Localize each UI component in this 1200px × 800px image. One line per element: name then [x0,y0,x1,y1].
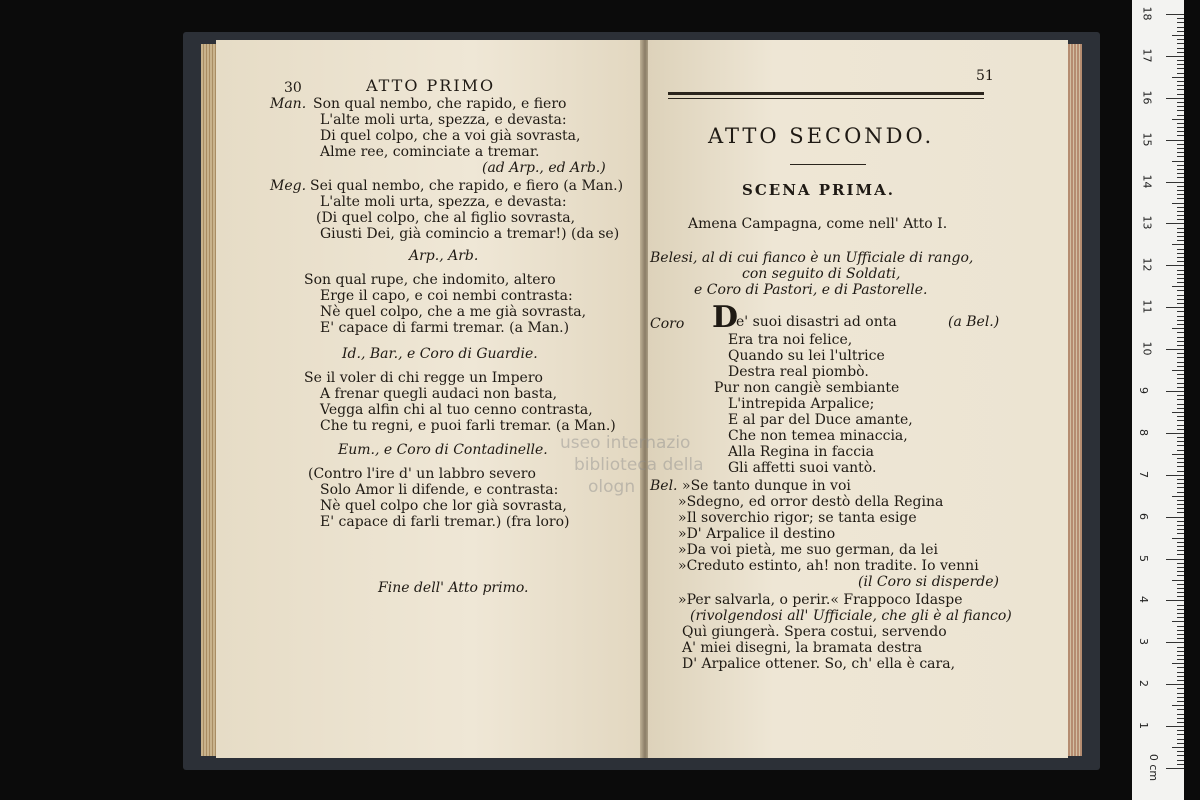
ruler-tick [1177,596,1184,597]
stage-direction: (ad Arp., ed Arb.) [482,160,606,176]
verse-line: (Contro l'ire d' un labbro severo [308,466,536,482]
ruler-tick [1177,211,1184,212]
verse-line: Destra real piombò. [728,364,869,380]
ruler-tick [1177,743,1184,744]
ruler-tick [1172,663,1184,664]
ruler-tick [1172,496,1184,497]
ruler-tick [1177,655,1184,656]
ruler-tick [1177,504,1184,505]
ruler-tick [1177,693,1184,694]
ruler-tick [1177,190,1184,191]
ruler-tick [1177,659,1184,660]
stage-direction: (rivolgendosi all' Ufficiale, che gli è al fianco) [690,608,1012,624]
ruler-tick [1177,127,1184,128]
ruler-number: 11 [1140,299,1154,314]
watermark-line: biblioteca della [574,455,704,475]
verse-line: Che non temea minaccia, [728,428,908,444]
verse-line: A frenar quegli audaci non basta, [320,386,558,402]
ruler-tick [1177,249,1184,250]
ruler-tick [1177,542,1184,543]
ruler-tick [1177,18,1184,19]
scene-setting: Amena Campagna, come nell' Atto I. [688,216,948,232]
ruler-tick [1177,135,1184,136]
verse-line: Quando su lei l'ultrice [728,348,885,364]
ruler-tick [1177,667,1184,668]
verse-line: »Da voi pietà, me suo german, da lei [678,542,939,558]
ruler-number: 3 [1137,638,1150,646]
ruler-number: 6 [1137,512,1150,520]
verse-line: L'intrepida Arpalice; [728,396,875,412]
speaker-label: Meg. [270,178,307,194]
verse-line: L'alte moli urta, spezza, e devasta: [320,112,567,128]
ruler-tick [1177,341,1184,342]
ruler-tick [1177,697,1184,698]
act-title: ATTO SECONDO. [708,124,935,148]
verse-line: Gli affetti suoi vantò. [728,460,877,476]
ruler-tick [1166,726,1184,727]
verse-line: E' capace di farli tremar.) (fra loro) [320,514,570,530]
ruler-tick [1177,198,1184,199]
ruler-number: 13 [1140,215,1154,230]
ruler-tick [1177,764,1184,765]
left-page [216,40,644,758]
page-edges-right [1068,44,1082,756]
ruler-tick [1177,605,1184,606]
ruler-number: 16 [1140,90,1154,105]
verse-line: Erge il capo, e coi nembi contrasta: [320,288,573,304]
right-page [648,40,1068,758]
ruler-tick [1166,600,1184,601]
verse-line: »Per salvarla, o perir.« Frappoco Idaspe [678,592,963,608]
verse-line: Alla Regina in faccia [728,444,874,460]
ruler-tick [1177,617,1184,618]
ruler-tick [1177,290,1184,291]
ruler-number: 1 [1137,722,1150,730]
ruler-tick [1177,550,1184,551]
section-heading: Id., Bar., e Coro di Guardie. [342,346,538,362]
ruler-tick [1177,177,1184,178]
ruler-tick [1177,546,1184,547]
ruler-number: 12 [1140,257,1154,272]
ruler-tick [1177,575,1184,576]
ruler-tick [1177,81,1184,82]
ruler-tick [1177,240,1184,241]
ruler-tick [1177,425,1184,426]
act-ending: Fine dell' Atto primo. [378,580,529,596]
ruler-tick [1177,48,1184,49]
ruler-number: 4 [1137,596,1150,604]
ruler-tick [1166,140,1184,141]
ruler-tick [1177,299,1184,300]
ruler-tick [1177,471,1184,472]
ruler-tick [1166,642,1184,643]
ruler-tick [1177,22,1184,23]
speaker-label: Coro [650,316,685,332]
drop-capital: D [712,300,739,335]
ruler-tick [1177,529,1184,530]
ruler-tick [1177,571,1184,572]
ruler-tick [1177,123,1184,124]
ruler-tick [1172,747,1184,748]
ruler-tick [1177,634,1184,635]
verse-line: Era tra noi felice, [728,332,853,348]
ruler-tick [1166,223,1184,224]
verse-line: Giusti Dei, già comincio a tremar!) (da se) [320,226,620,242]
ruler-tick [1177,362,1184,363]
ruler-tick [1177,408,1184,409]
ruler-tick [1177,173,1184,174]
ruler-tick [1177,131,1184,132]
ruler-tick [1177,257,1184,258]
ruler-tick [1177,43,1184,44]
ruler-tick [1177,27,1184,28]
ruler-tick [1177,106,1184,107]
ruler-tick [1177,332,1184,333]
ruler-tick [1177,626,1184,627]
ruler-tick [1177,152,1184,153]
verse-line: Nè quel colpo, che a me già sovrasta, [320,304,587,320]
ruler-number: 10 [1140,341,1154,356]
ruler-tick [1177,755,1184,756]
ruler-tick [1177,366,1184,367]
ruler-tick [1177,278,1184,279]
ruler-tick [1177,383,1184,384]
ruler-tick [1166,14,1184,15]
verse-line: (Di quel colpo, che al figlio sovrasta, [316,210,576,226]
ruler-tick [1177,357,1184,358]
ruler-tick [1177,630,1184,631]
verse-line: »D' Arpalice il destino [678,526,836,542]
ruler-tick [1172,119,1184,120]
ruler-tick [1177,500,1184,501]
ruler-tick [1177,647,1184,648]
ruler-tick [1177,483,1184,484]
ruler-tick [1177,303,1184,304]
ruler-tick [1166,265,1184,266]
ruler-tick [1172,286,1184,287]
ruler-number: 5 [1137,554,1150,562]
verse-line: Son qual rupe, che indomito, altero [304,272,556,288]
ruler-tick [1177,718,1184,719]
ruler-tick [1177,404,1184,405]
verse-line: Quì giungerà. Spera costui, servendo [682,624,947,640]
ruler-tick [1177,345,1184,346]
ruler-tick [1172,35,1184,36]
ruler-tick [1177,186,1184,187]
ruler-tick [1177,232,1184,233]
ruler-tick [1172,454,1184,455]
verse-line: »Sdegno, ed orror destò della Regina [678,494,944,510]
verse-line: Son qual nembo, che rapido, e fiero [313,96,567,112]
ruler-tick [1172,621,1184,622]
ruler-tick [1177,228,1184,229]
stage-direction: (il Coro si disperde) [858,574,999,590]
ruler-tick [1166,182,1184,183]
ruler-tick [1172,580,1184,581]
ruler-tick [1177,554,1184,555]
verse-line: L'alte moli urta, spezza, e devasta: [320,194,567,210]
ruler-tick [1177,94,1184,95]
watermark-line: useo internazio [560,433,691,453]
ruler-tick [1177,311,1184,312]
page-number: 30 [284,80,302,96]
verse-line: Alme ree, cominciate a tremar. [320,144,540,160]
ruler-tick [1177,487,1184,488]
ruler-tick [1177,374,1184,375]
header-rule [668,92,984,95]
verse-line: Vegga alfin chi al tuo cenno contrasta, [320,402,593,418]
header-rule-thin [668,98,984,99]
ruler-tick [1172,161,1184,162]
ruler-tick [1172,705,1184,706]
verse-line: Nè quel colpo che lor già sovrasta, [320,498,567,514]
section-heading: Arp., Arb. [409,248,479,264]
ruler-number: 15 [1140,132,1154,147]
ruler-tick [1177,441,1184,442]
ruler-tick [1177,236,1184,237]
ruler-tick [1177,680,1184,681]
ruler-tick [1177,592,1184,593]
ruler-tick [1177,739,1184,740]
ruler-tick [1177,416,1184,417]
ruler-tick [1177,458,1184,459]
ruler-tick [1166,56,1184,57]
ruler-tick [1177,270,1184,271]
ruler-tick [1177,609,1184,610]
ruler-tick [1177,429,1184,430]
stage-direction: con seguito di Soldati, [742,266,901,282]
ruler-tick [1177,85,1184,86]
ruler-tick [1177,466,1184,467]
ruler-tick [1177,115,1184,116]
ruler-tick [1177,165,1184,166]
ruler-number: 17 [1140,48,1154,63]
speaker-label: Bel. [650,478,678,494]
verse-line: Di quel colpo, che a voi già sovrasta, [320,128,581,144]
ruler-tick [1166,98,1184,99]
ruler-tick [1177,102,1184,103]
speaker-label: Man. [270,96,307,112]
verse-line: E al par del Duce amante, [728,412,913,428]
verse-line: »Il soverchio rigor; se tanta esige [678,510,917,526]
ruler-tick [1177,320,1184,321]
ruler-tick [1177,282,1184,283]
ruler-tick [1177,324,1184,325]
ruler-tick [1172,244,1184,245]
ruler-tick [1177,760,1184,761]
ruler-tick [1172,370,1184,371]
ruler-tick [1177,261,1184,262]
verse-line: »Se tanto dunque in voi [682,478,851,494]
page-number: 51 [976,68,994,84]
ruler-tick [1172,538,1184,539]
verse-line: Sei qual nembo, che rapido, e fiero (a Man.) [310,178,624,194]
ruler-tick [1166,391,1184,392]
ruler-tick [1177,521,1184,522]
ruler-tick [1166,349,1184,350]
ruler-number: 0 cm [1147,753,1161,782]
verse-line: E' capace di farmi tremar. (a Man.) [320,320,570,336]
measurement-ruler [1132,0,1184,800]
ruler-tick [1177,688,1184,689]
ruler-tick [1177,420,1184,421]
ruler-tick [1177,39,1184,40]
verse-line: A' miei disegni, la bramata destra [682,640,923,656]
scene-title: SCENA PRIMA. [742,181,896,199]
ruler-tick [1177,437,1184,438]
ruler-tick [1172,77,1184,78]
ruler-tick [1177,533,1184,534]
verse-line: D' Arpalice ottener. So, ch' ella è cara, [682,656,956,672]
ruler-tick [1177,215,1184,216]
stage-direction: (a Bel.) [948,314,1000,330]
ruler-tick [1172,412,1184,413]
ruler-tick [1166,559,1184,560]
ruler-tick [1177,169,1184,170]
ruler-tick [1177,709,1184,710]
verse-line: e' suoi disastri ad onta [736,314,897,330]
ruler-tick [1177,378,1184,379]
ruler-tick [1177,714,1184,715]
ruler-tick [1177,353,1184,354]
ruler-tick [1177,52,1184,53]
ruler-tick [1166,307,1184,308]
verse-line: Solo Amor li difende, e contrasta: [320,482,559,498]
ruler-number: 9 [1137,387,1150,394]
ruler-tick [1177,156,1184,157]
ruler-number: 18 [1140,6,1154,21]
ruler-tick [1172,203,1184,204]
ruler-tick [1177,701,1184,702]
ruler-tick [1177,588,1184,589]
ruler-tick [1177,512,1184,513]
verse-line: Se il voler di chi regge un Impero [304,370,543,386]
ruler-tick [1177,445,1184,446]
ruler-tick [1177,144,1184,145]
ruler-tick [1177,68,1184,69]
ruler-tick [1166,433,1184,434]
ruler-tick [1177,563,1184,564]
ruler-tick [1177,110,1184,111]
ruler-tick [1177,730,1184,731]
ruler-tick [1177,73,1184,74]
ruler-tick [1177,676,1184,677]
verse-line: Pur non cangiè sembiante [714,380,900,396]
stage-direction: e Coro di Pastori, e di Pastorelle. [694,282,928,298]
ruler-tick [1166,517,1184,518]
ruler-tick [1177,567,1184,568]
ruler-tick [1177,751,1184,752]
ruler-tick [1177,194,1184,195]
section-heading: Eum., e Coro di Contadinelle. [338,442,548,458]
ruler-tick [1177,395,1184,396]
title-rule [790,164,866,165]
ruler-number: 14 [1140,174,1154,189]
ruler-tick [1177,316,1184,317]
ruler-tick [1177,584,1184,585]
ruler-tick [1177,508,1184,509]
ruler-tick [1177,274,1184,275]
ruler-tick [1166,475,1184,476]
ruler-tick [1166,768,1184,769]
ruler-tick [1177,207,1184,208]
ruler-tick [1177,219,1184,220]
ruler-tick [1177,479,1184,480]
ruler-tick [1177,672,1184,673]
ruler-tick [1177,492,1184,493]
verse-line: Che tu regni, e puoi farli tremar. (a Man.) [320,418,616,434]
ruler-tick [1177,399,1184,400]
ruler-tick [1166,684,1184,685]
watermark-line: ologn [588,477,636,497]
ruler-tick [1177,651,1184,652]
ruler-tick [1172,328,1184,329]
ruler-tick [1177,462,1184,463]
ruler-tick [1177,722,1184,723]
ruler-tick [1177,148,1184,149]
ruler-tick [1177,64,1184,65]
ruler-tick [1177,253,1184,254]
library-watermark [560,432,704,498]
running-head: ATTO PRIMO [366,76,496,95]
ruler-tick [1177,638,1184,639]
ruler-tick [1177,295,1184,296]
ruler-tick [1177,60,1184,61]
verse-line: »Creduto estinto, ah! non tradite. Io venni [678,558,979,574]
ruler-tick [1177,450,1184,451]
ruler-number: 7 [1137,470,1150,478]
ruler-number: 2 [1137,680,1150,688]
ruler-tick [1177,613,1184,614]
ruler-tick [1177,525,1184,526]
ruler-tick [1177,387,1184,388]
ruler-tick [1177,337,1184,338]
stage-direction: Belesi, al di cui fianco è un Ufficiale di rango, [650,250,974,266]
ruler-tick [1177,89,1184,90]
ruler-tick [1177,31,1184,32]
ruler-tick [1177,734,1184,735]
ruler-number: 8 [1137,428,1150,436]
